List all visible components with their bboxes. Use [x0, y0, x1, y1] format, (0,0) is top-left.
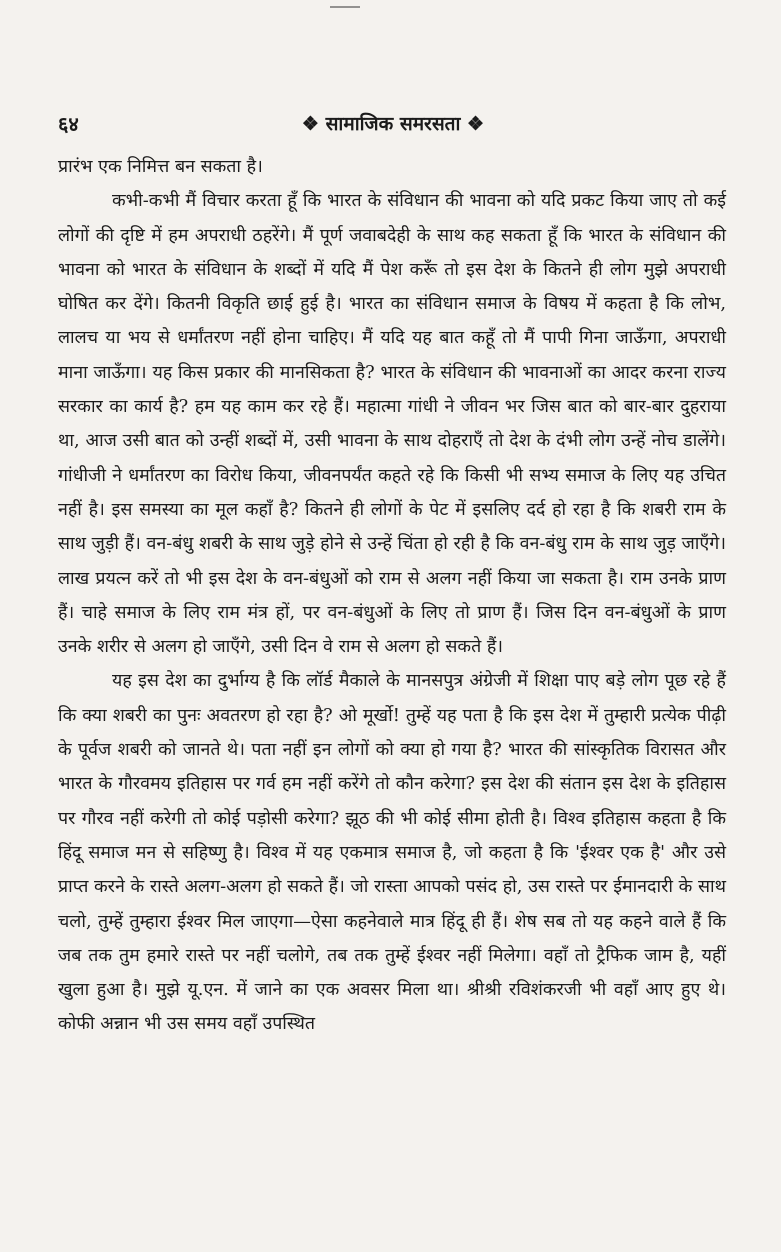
paragraph-constitution: कभी-कभी मैं विचार करता हूँ कि भारत के संविधान की भावना को यदि प्रकट किया जाए तो कई लोगों की दृष्टि में हम अपराधी ठहरेंगे। मैं पूर्ण जवाबदेही के साथ कह सकता हूँ कि भारत के संविधान की भावना को भारत के संविधान के शब्दों में यदि मैं पेश करूँ तो इस देश के कितने ही लोग मुझे अपराधी घोषित कर देंगे। कितनी विकृति छाई हुई है। भारत का संविधान समाज के विषय में कहता है कि लोभ, लालच या भय से धर्मांतरण नहीं होना चाहिए। मैं यदि यह बात कहूँ तो मैं पापी गिना जाऊँगा, अपराधी माना जाऊँगा। यह किस प्रकार की मानसिकता है? भारत के संविधान की भावनाओं का आदर करना राज्य सरकार का कार्य है? हम यह काम कर रहे हैं। महात्मा गांधी ने जीवन भर जिस बात को बार-बार दुहराया था, आज उसी बात को उन्हीं शब्दों में, उसी भावना के साथ दोहराएँ तो देश के दंभी लोग उन्हें नोच डालेंगे। गांधीजी ने धर्मांतरण का विरोध किया, जीवनपर्यंत कहते रहे कि किसी भी सभ्य समाज के लिए यह उचित नहीं है। इस समस्या का मूल कहाँ है? कितने ही लोगों के पेट में इसलिए दर्द हो रहा है कि शबरी राम के साथ जुड़ी हैं। वन-बंधु शबरी के साथ जुड़े होने से उन्हें चिंता हो रही है कि वन-बंधु राम के साथ जुड़ जाएँगे। लाख प्रयत्न करें तो भी इस देश के वन-बंधुओं को राम से अलग नहीं किया जा सकता है। राम उनके प्राण हैं। चाहे समाज के लिए राम मंत्र हों, पर वन-बंधुओं के लिए तो प्राण हैं। जिस दिन वन-बंधुओं के प्राण उनके शरीर से अलग हो जाएँगे, उसी दिन वे राम से अलग हो सकते हैं।: [58, 190, 726, 658]
page-header: [58, 110, 728, 140]
running-title: ❖ सामाजिक समरसता ❖: [301, 113, 485, 135]
page-number: ६४: [58, 112, 79, 136]
page-top-mark: [330, 0, 360, 8]
paragraph-shabari: यह इस देश का दुर्भाग्य है कि लॉर्ड मैकाले के मानसपुत्र अंग्रेजी में शिक्षा पाए बड़े लोग पूछ रहे हैं कि क्या शबरी का पुनः अवतरण हो रहा है? ओ मूर्खो! तुम्हें यह पता है कि इस देश में तुम्हारी प्रत्येक पीढ़ी के पूर्वज शबरी को जानते थे। पता नहीं इन लोगों को क्या हो गया है? भारत की सांस्कृतिक विरासत और भारत के गौरवमय इतिहास पर गर्व हम नहीं करेंगे तो कौन करेगा? इस देश की संतान इस देश के इतिहास पर गौरव नहीं करेगी तो कोई पड़ोसी करेगा? झूठ की भी कोई सीमा होती है। विश्व इतिहास कहता है कि हिंदू समाज मन से सहिष्णु है। विश्व में यह एकमात्र समाज है, जो कहता है कि 'ईश्वर एक है' और उसे प्राप्त करने के रास्ते अलग-अलग हो सकते हैं। जो रास्ता आपको पसंद हो, उस रास्ते पर ईमानदारी के साथ चलो, तुम्हें तुम्हारा ईश्वर मिल जाएगा—ऐसा कहनेवाले मात्र हिंदू ही हैं। शेष सब तो यह कहने वाले हैं कि जब तक तुम हमारे रास्ते पर नहीं चलोगे, तब तक तुम्हें ईश्वर नहीं मिलेगा। वहाँ तो ट्रैफिक जाम है, यहीं खुला हुआ है। मुझे यू.एन. में जाने का एक अवसर मिला था। श्रीश्री रविशंकरजी भी वहाँ आए हुए थे। कोफी अन्नान भी उस समय वहाँ उपस्थित: [58, 670, 726, 1035]
body-text: [58, 150, 726, 1042]
paragraph-continuation: प्रारंभ एक निमित्त बन सकता है।: [58, 156, 263, 177]
